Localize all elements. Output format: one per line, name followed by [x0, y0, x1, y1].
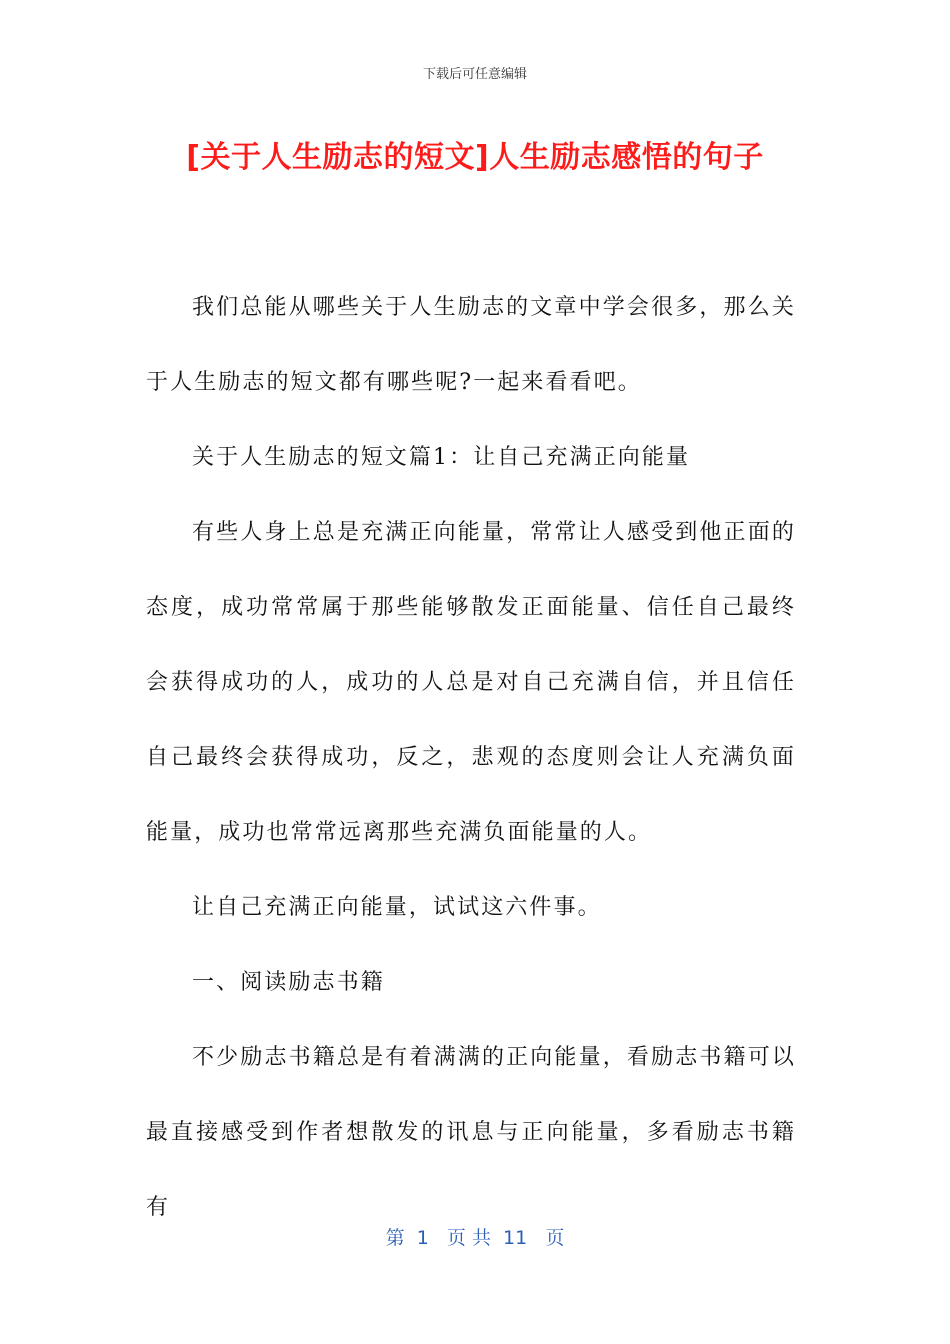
- document-body: [146, 270, 796, 1245]
- paragraph: 关于人生励志的短文篇1：让自己充满正向能量: [192, 445, 691, 470]
- paragraph: 我们总能从哪些关于人生励志的文章中学会很多，那么关于人生励志的短文都有哪些呢?一起来看看吧。: [146, 295, 796, 395]
- paragraph: 有些人身上总是充满正向能量，常常让人感受到他正面的态度，成功常常属于那些能够散发正面能量、信任自己最终会获得成功的人，成功的人总是对自己充满自信，并且信任自己最终会获得成功，反之，悲观的态度则会让人充满负面能量，成功也常常远离那些充满负面能量的人。: [146, 520, 796, 845]
- paragraph: 不少励志书籍总是有着满满的正向能量，看励志书籍可以最直接感受到作者想散发的讯息与正向能量，多看励志书籍有: [146, 1045, 796, 1220]
- page-number-footer: 第 1 页 共 11 页: [385, 1227, 565, 1249]
- paragraph: 一、阅读励志书籍: [192, 970, 385, 995]
- document-title: [关于人生励志的短文]人生励志感悟的句子: [186, 140, 764, 175]
- paragraph: 让自己充满正向能量，试试这六件事。: [192, 895, 602, 920]
- header-note: 下载后可任意编辑: [422, 67, 527, 82]
